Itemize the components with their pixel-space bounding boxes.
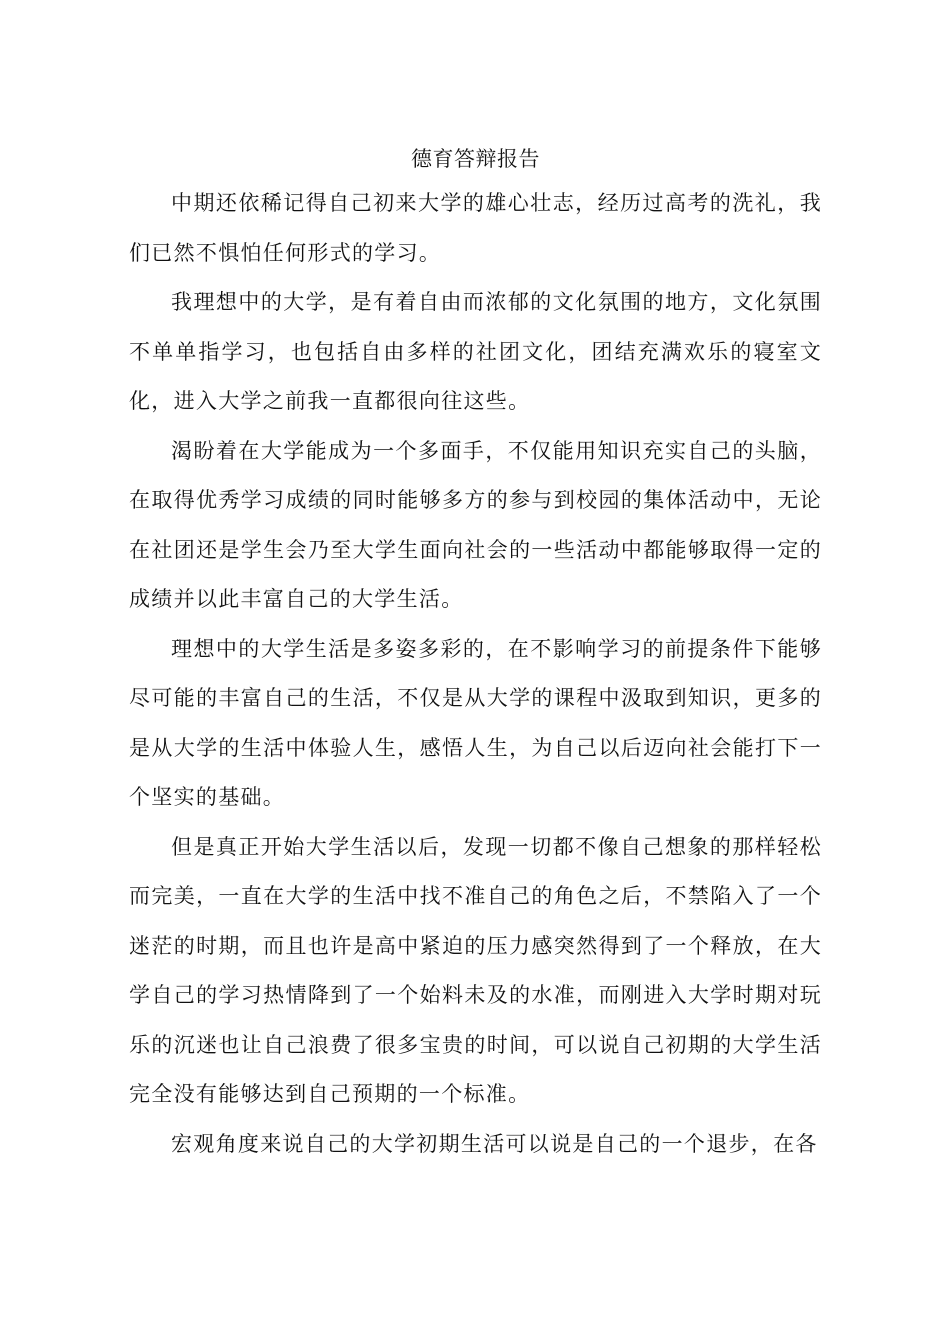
document-title: 德育答辩报告 xyxy=(411,147,540,171)
document-body xyxy=(129,143,822,1169)
paragraph-5: 但是真正开始大学生活以后，发现一切都不像自己想象的那样轻松而完美，一直在大学的生活中找不准自己的角色之后，不禁陷入了一个迷茫的时期，而且也许是高中紧迫的压力感突然得到了一个释放，在大学自己的学习热情降到了一个始料未及的水准，而刚进入大学时期对玩乐的沉迷也让自己浪费了很多宝贵的时间，可以说自己初期的大学生活完全没有能够达到自己预期的一个标准。 xyxy=(129,834,822,1106)
paragraph-2: 我理想中的大学，是有着自由而浓郁的文化氛围的地方，文化氛围不单单指学习，也包括自由多样的社团文化，团结充满欢乐的寝室文化，进入大学之前我一直都很向往这些。 xyxy=(129,290,822,413)
paragraph-6: 宏观角度来说自己的大学初期生活可以说是自己的一个退步，在各 xyxy=(171,1131,818,1156)
paragraph-3: 渴盼着在大学能成为一个多面手，不仅能用知识充实自己的头脑，在取得优秀学习成绩的同时能够多方的参与到校园的集体活动中，无论在社团还是学生会乃至大学生面向社会的一些活动中都能够取得一定的成绩并以此丰富自己的大学生活。 xyxy=(129,438,822,611)
paragraph-1: 中期还依稀记得自己初来大学的雄心壮志，经历过高考的洗礼，我们已然不惧怕任何形式的学习。 xyxy=(129,191,822,265)
paragraph-4: 理想中的大学生活是多姿多彩的，在不影响学习的前提条件下能够尽可能的丰富自己的生活，不仅是从大学的课程中汲取到知识，更多的是从大学的生活中体验人生，感悟人生，为自己以后迈向社会能打下一个坚实的基础。 xyxy=(129,636,822,809)
